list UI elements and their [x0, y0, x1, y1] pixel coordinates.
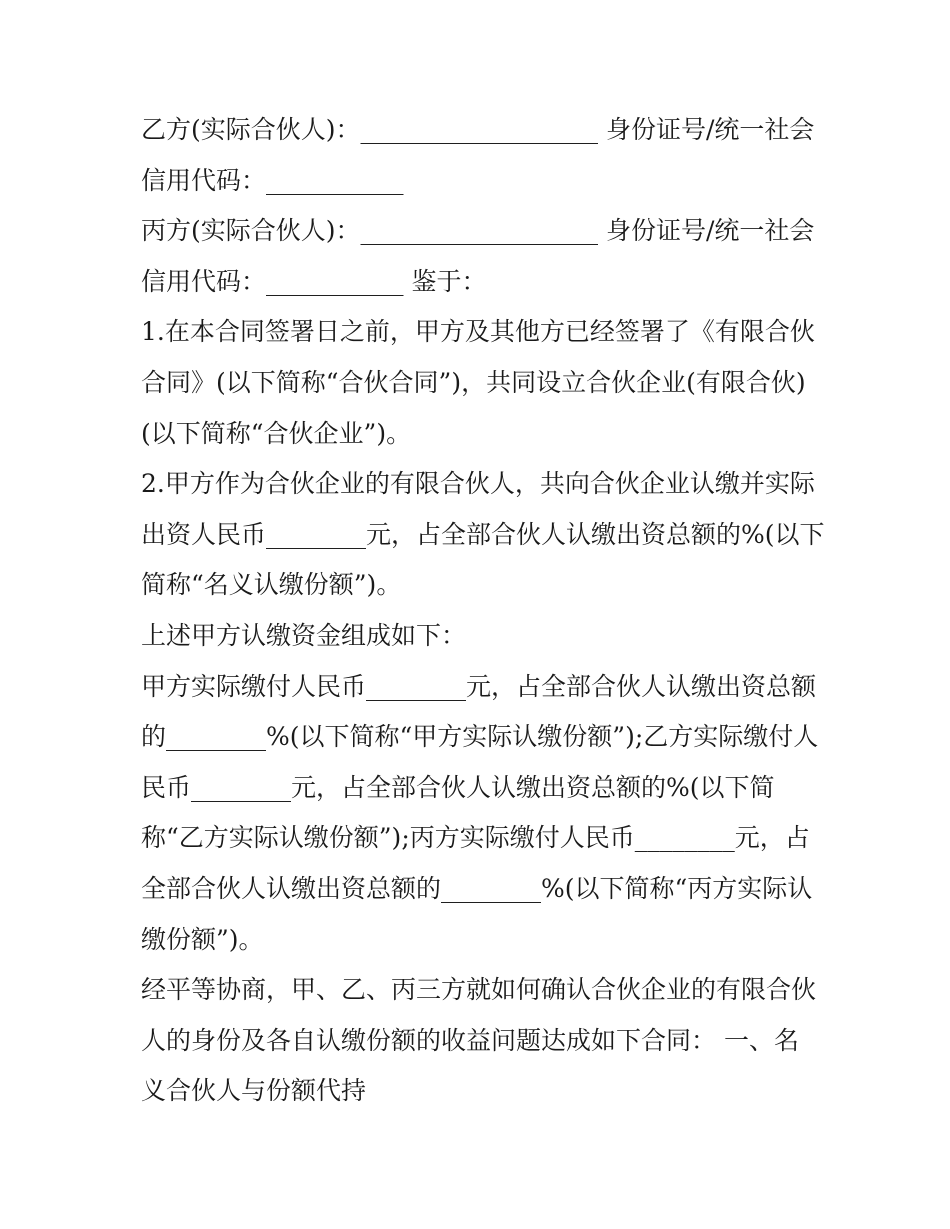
- text-line: 乙方(实际合伙人)：___________________ 身份证号/统一社会: [141, 115, 815, 144]
- text-line: 1.在本合同签署日之前，甲方及其他方已经签署了《有限合伙: [141, 317, 815, 347]
- text-line: 的________%(以下简称“甲方实际认缴份额”);乙方实际缴付人: [141, 722, 819, 752]
- text-line: 人的身份及各自认缴份额的收益问题达成如下合同： 一、名: [141, 1025, 799, 1055]
- text-line: 合同》(以下简称“合伙合同”)，共同设立合伙企业(有限合伙): [141, 367, 806, 397]
- text-line: 简称“名义认缴份额”)。: [141, 570, 402, 600]
- text-line: 出资人民币________元，占全部合伙人认缴出资总额的%(以下: [141, 519, 825, 549]
- text-line: (以下简称“合伙企业”)。: [141, 418, 412, 448]
- text-line: 上述甲方认缴资金组成如下：: [141, 620, 467, 650]
- text-line: 经平等协商，甲、乙、丙三方就如何确认合伙企业的有限合伙: [141, 975, 817, 1005]
- text-line: 全部合伙人认缴出资总额的________%(以下简称“丙方实际认: [141, 873, 813, 903]
- text-line: 信用代码：___________: [141, 165, 404, 195]
- text-line: 丙方(实际合伙人)：___________________ 身份证号/统一社会: [141, 216, 815, 246]
- contract-body: [141, 105, 825, 1117]
- text-line: 义合伙人与份额代持: [141, 1076, 367, 1106]
- text-line: 甲方实际缴付人民币________元，占全部合伙人认缴出资总额: [141, 671, 817, 701]
- text-line: 缴份额”)。: [141, 924, 264, 954]
- text-line: 2.甲方作为合伙企业的有限合伙人，共向合伙企业认缴并实际: [141, 469, 815, 499]
- text-line: 称“乙方实际认缴份额”);丙方实际缴付人民币________元，占: [141, 823, 810, 853]
- text-line: 民币________元，占全部合伙人认缴出资总额的%(以下简: [141, 772, 775, 802]
- text-line: 信用代码：___________ 鉴于：: [141, 266, 487, 296]
